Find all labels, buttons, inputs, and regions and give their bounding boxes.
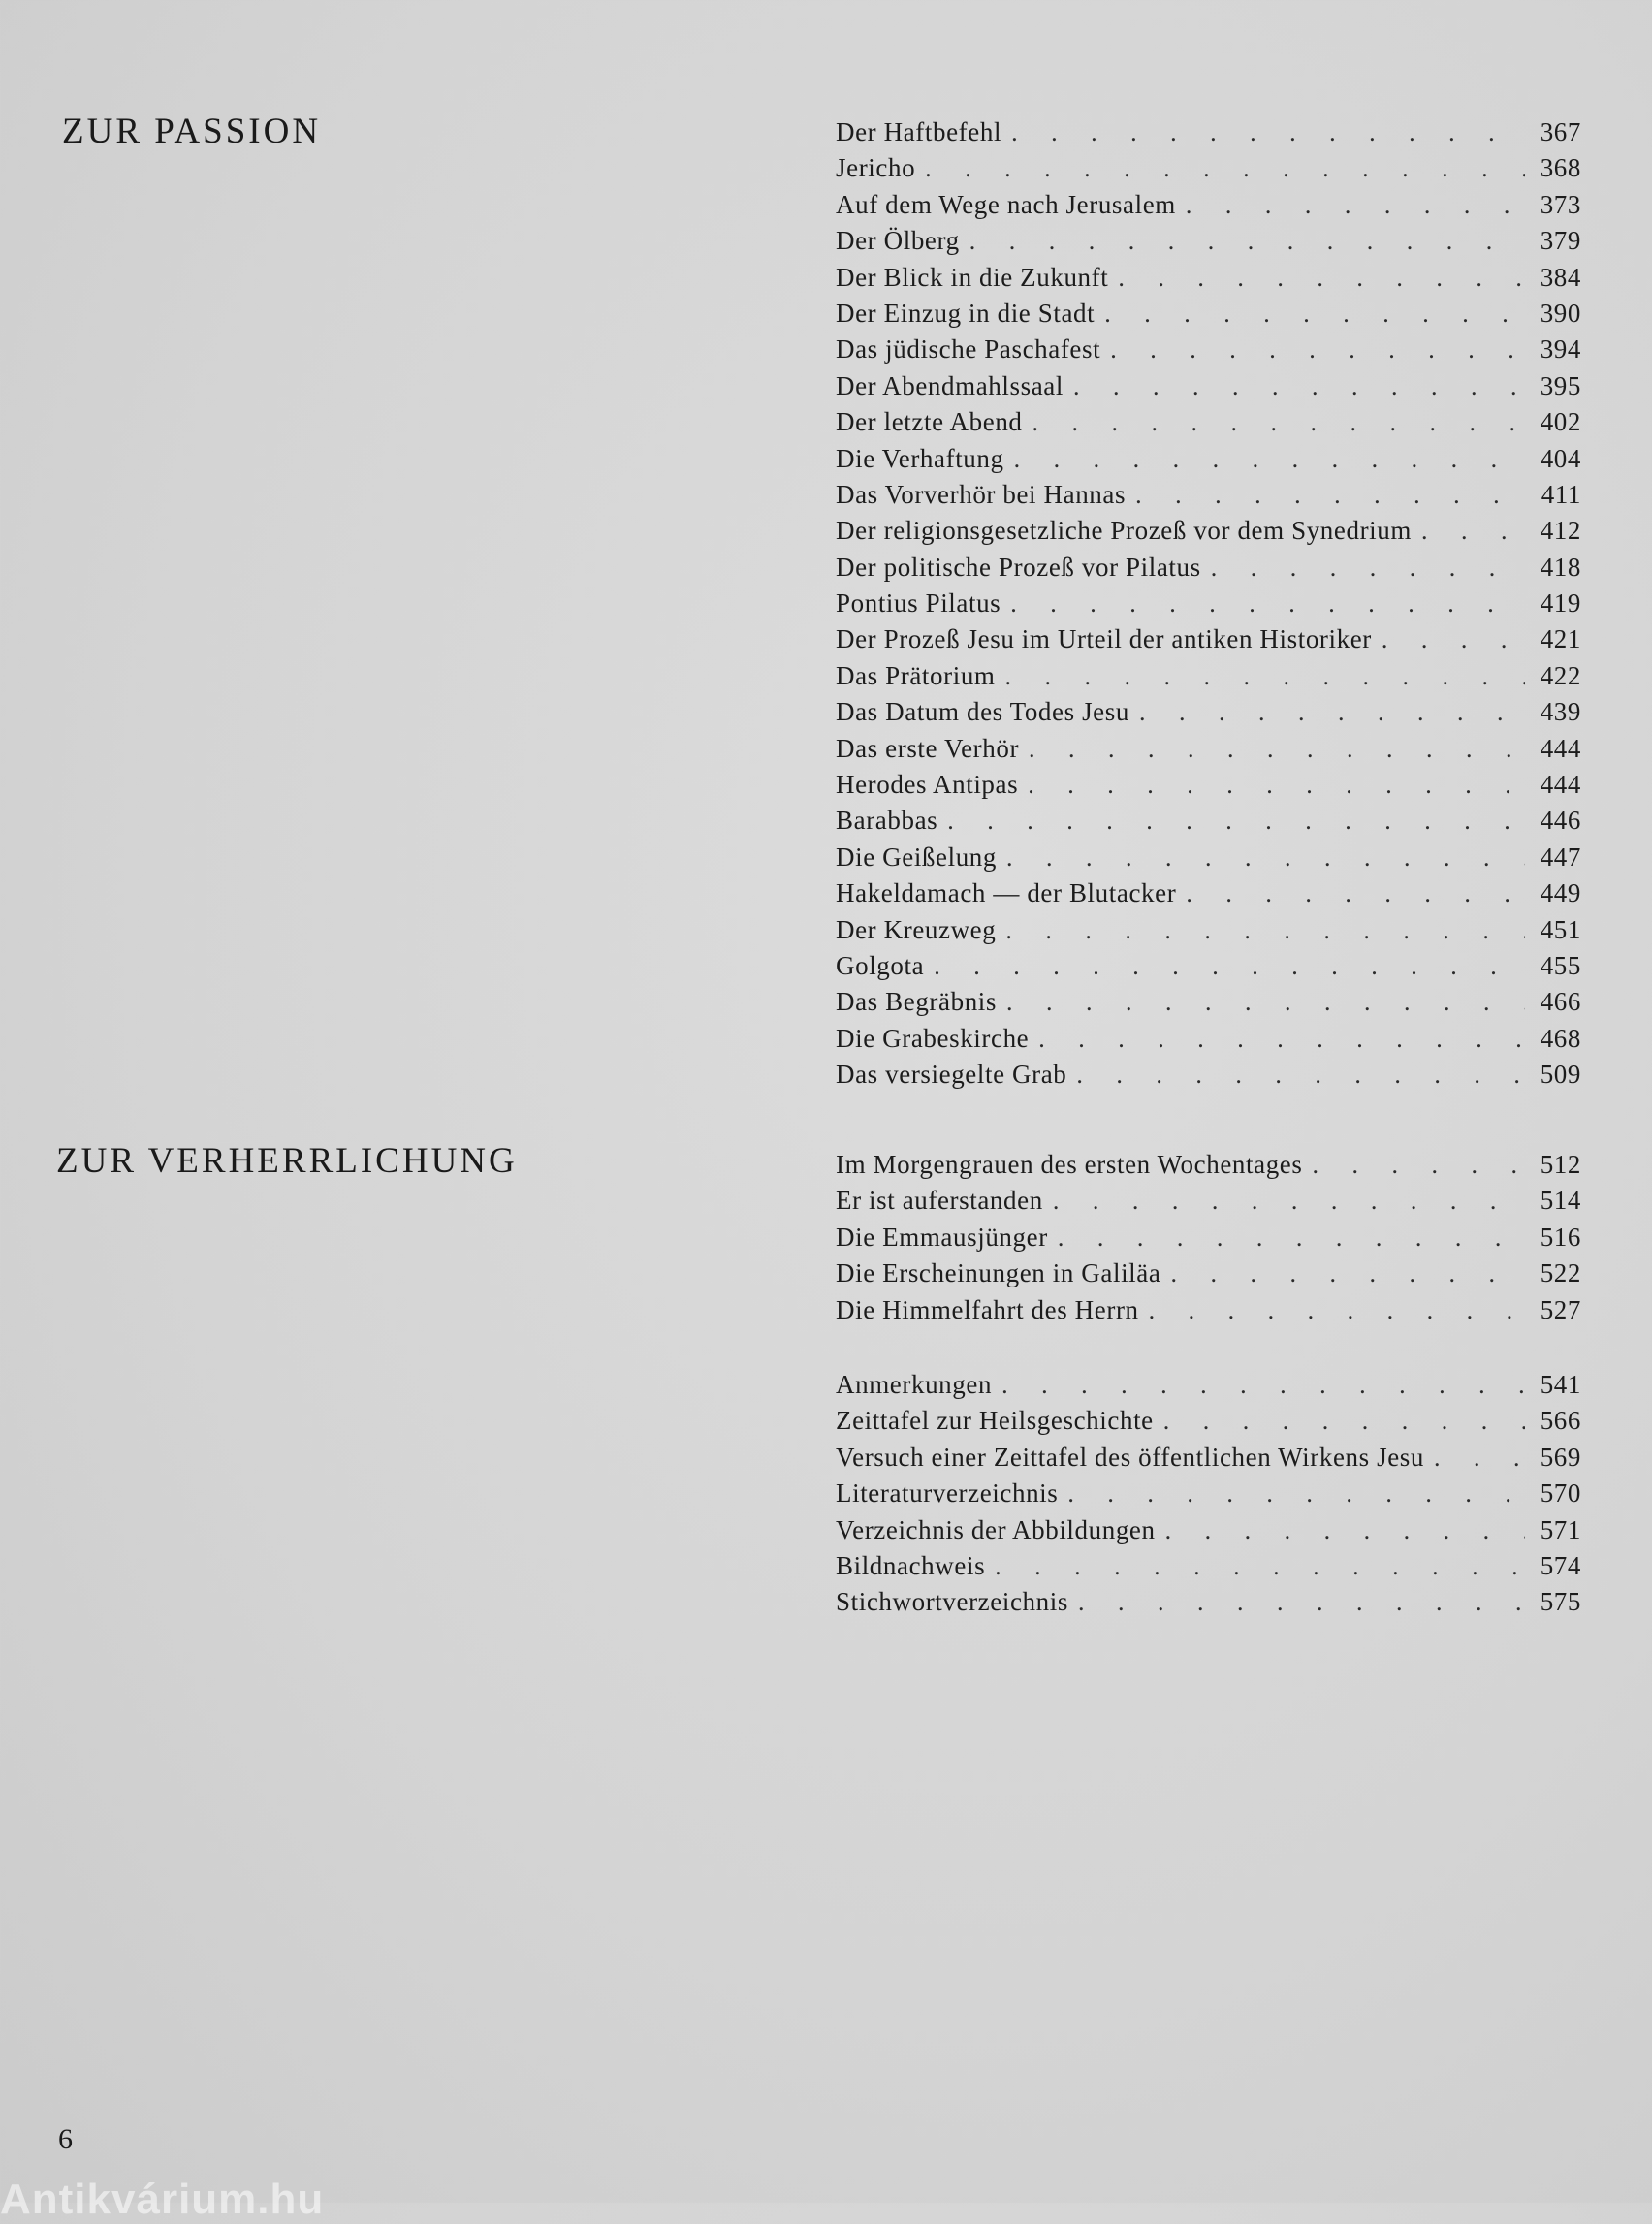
dot-leader [934,952,1525,981]
toc-entry-label: Er ist auferstanden [836,1186,1043,1216]
toc-entry [836,153,1581,189]
toc-entry-label: Herodes Antipas [836,770,1019,800]
toc-entry [836,480,1581,516]
dot-leader [1312,1151,1525,1180]
toc-entry [836,951,1581,987]
toc-entry-page-number: 527 [1540,1294,1581,1324]
toc-entry [836,842,1581,878]
toc-entry [836,1370,1581,1406]
toc-entry-page-number: 394 [1540,334,1581,365]
page-number: 6 [58,2123,73,2155]
section-title-passion: ZUR PASSION [62,111,322,151]
toc-entry-page-number: 455 [1540,950,1581,980]
toc-entry-page-number: 395 [1540,370,1581,400]
toc-entry-label: Der politische Prozeß vor Pilatus [836,552,1201,582]
toc-entry-label: Das Begräbnis [836,987,998,1017]
toc-entry-label: Auf dem Wege nach Jerusalem [836,189,1176,219]
dot-leader [1014,445,1525,474]
toc-entry-label: Im Morgengrauen des ersten Wochentages [836,1150,1303,1179]
toc-entry-page-number: 514 [1540,1186,1581,1216]
dot-leader [1110,335,1525,365]
toc-entry [836,1024,1581,1060]
toc-entry-page-number: 411 [1541,479,1581,509]
toc-entry [836,987,1581,1023]
toc-entry [836,263,1581,299]
toc-entry-label: Der Einzug in die Stadt [836,298,1096,328]
toc-entry [836,553,1581,588]
toc-entry [836,1551,1581,1587]
toc-entry-label: Das erste Verhör [836,733,1020,763]
toc-list-passion [836,117,1581,1096]
toc-entry-page-number: 446 [1540,806,1581,836]
toc-entry-label: Barabbas [836,806,938,836]
toc-entry-page-number: 404 [1540,443,1581,473]
toc-entry [836,190,1581,226]
toc-entry-label: Die Emmausjünger [836,1222,1048,1252]
toc-entry-page-number: 418 [1540,552,1581,582]
toc-entry [836,1258,1581,1294]
dot-leader [1186,879,1525,908]
dot-leader [969,227,1525,256]
toc-entry [836,1587,1581,1623]
toc-entry-page-number: 439 [1540,697,1581,727]
toc-entry-page-number: 421 [1540,624,1581,654]
toc-entry [836,915,1581,951]
toc-entry-page-number: 444 [1540,733,1581,763]
toc-entry-page-number: 379 [1540,226,1581,256]
toc-entry-label: Verzeichnis der Abbildungen [836,1514,1156,1544]
toc-entry [836,516,1581,552]
dot-leader [1038,1025,1525,1054]
toc-entry-label: Der Abendmahlssaal [836,370,1064,400]
dot-leader [1139,698,1525,727]
toc-entry-page-number: 422 [1540,660,1581,690]
dot-leader [1118,264,1525,293]
toc-entry [836,407,1581,443]
dot-leader [1149,1296,1525,1325]
toc-entry [836,806,1581,842]
toc-entry-page-number: 451 [1540,914,1581,944]
toc-entry [836,588,1581,624]
toc-entry-label: Bildnachweis [836,1550,986,1580]
toc-entry-page-number: 516 [1540,1222,1581,1252]
toc-entry-page-number: 412 [1540,516,1581,546]
dot-leader [1073,372,1525,401]
toc-entry-label: Hakeldamach — der Blutacker [836,878,1177,908]
toc-entry [836,1443,1581,1478]
toc-entry [836,878,1581,914]
dot-leader [1001,1371,1525,1400]
toc-entry [836,226,1581,262]
toc-entry-label: Pontius Pilatus [836,588,1001,619]
toc-entry-label: Zeittafel zur Heilsgeschichte [836,1406,1154,1436]
toc-entry [836,1060,1581,1096]
toc-entry-label: Jericho [836,153,916,183]
toc-entry [836,1295,1581,1331]
toc-entry-page-number: 575 [1540,1587,1581,1617]
toc-entry-label: Das Prätorium [836,660,996,690]
toc-entry-page-number: 444 [1540,770,1581,800]
watermark-logo: Antikvárium.hu [0,2176,325,2223]
toc-entry-label: Der letzte Abend [836,407,1023,437]
toc-entry-page-number: 468 [1540,1023,1581,1053]
dot-leader [947,807,1525,836]
toc-entry-page-number: 373 [1540,189,1581,219]
toc-entry [836,1186,1581,1222]
dot-leader [1011,118,1525,147]
toc-entry [836,371,1581,407]
dot-leader [1076,1061,1525,1090]
dot-leader [1382,625,1525,654]
toc-entry-label: Die Erscheinungen in Galiläa [836,1258,1161,1288]
dot-leader [1006,843,1525,873]
toc-entry-page-number: 570 [1540,1478,1581,1509]
toc-entry-label: Das Vorverhör bei Hannas [836,479,1127,509]
toc-list-verherrlichung [836,1150,1581,1331]
dot-leader [1005,916,1525,945]
toc-entry [836,117,1581,153]
toc-entry-label: Der Blick in die Zukunft [836,262,1109,292]
dot-leader [1170,1259,1525,1288]
toc-entry-label: Das jüdische Paschafest [836,334,1101,365]
toc-entry-label: Das versiegelte Grab [836,1060,1067,1090]
dot-leader [995,1552,1525,1581]
toc-entry [836,1406,1581,1442]
dot-leader [1067,1479,1525,1509]
dot-leader [1163,1407,1525,1436]
toc-entry [836,1478,1581,1514]
toc-entry-label: Golgota [836,950,925,980]
toc-entry-label: Der Ölberg [836,226,960,256]
toc-entry [836,299,1581,334]
toc-entry [836,697,1581,733]
dot-leader [925,154,1525,183]
dot-leader [1028,771,1525,800]
dot-leader [1006,988,1525,1017]
toc-entry-page-number: 390 [1540,298,1581,328]
toc-entry-label: Anmerkungen [836,1370,993,1399]
toc-entry-label: Der religionsgesetzliche Prozeß vor dem Synedrium [836,516,1412,546]
toc-entry [836,334,1581,370]
dot-leader [1135,481,1525,510]
toc-entry-page-number: 574 [1540,1550,1581,1580]
toc-entry-page-number: 466 [1540,987,1581,1017]
toc-entry [836,1150,1581,1186]
toc-entry-label: Versuch einer Zeittafel des öffentlichen Wirkens Jesu [836,1442,1425,1472]
toc-entry [836,1515,1581,1551]
toc-entry-page-number: 402 [1540,407,1581,437]
toc-entry-label: Die Grabeskirche [836,1023,1030,1053]
toc-entry-page-number: 541 [1540,1370,1581,1399]
toc-entry-label: Der Kreuzweg [836,914,997,944]
dot-leader [1029,735,1525,764]
toc-entry-page-number: 447 [1540,842,1581,872]
toc-list-appendix [836,1370,1581,1624]
toc-entry-page-number: 566 [1540,1406,1581,1436]
toc-entry-page-number: 569 [1540,1442,1581,1472]
toc-entry-page-number: 419 [1540,588,1581,619]
dot-leader [1186,191,1525,220]
toc-entry-page-number: 368 [1540,153,1581,183]
toc-entry-label: Der Prozeß Jesu im Urteil der antiken Historiker [836,624,1372,654]
dot-leader [1104,300,1525,329]
toc-entry [836,661,1581,697]
toc-entry [836,444,1581,480]
toc-entry-label: Die Verhaftung [836,443,1004,473]
toc-entry [836,770,1581,806]
toc-entry-page-number: 571 [1540,1514,1581,1544]
toc-entry [836,624,1581,660]
toc-entry-label: Der Haftbefehl [836,117,1002,146]
dot-leader [1032,408,1525,437]
toc-entry-label: Literaturverzeichnis [836,1478,1059,1509]
toc-entry-page-number: 512 [1540,1150,1581,1179]
dot-leader [1058,1223,1525,1253]
toc-entry-page-number: 384 [1540,262,1581,292]
dot-leader [1010,589,1525,619]
toc-entry-label: Das Datum des Todes Jesu [836,697,1129,727]
dot-leader [1078,1588,1525,1617]
toc-entry-page-number: 449 [1540,878,1581,908]
dot-leader [1053,1187,1525,1216]
toc-entry [836,734,1581,770]
dot-leader [1211,554,1525,583]
section-title-verherrlichung: ZUR VERHERRLICHUNG [56,1141,518,1181]
toc-entry [836,1223,1581,1258]
dot-leader [1005,662,1525,691]
toc-entry-page-number: 367 [1540,117,1581,146]
dot-leader [1434,1444,1525,1473]
dot-leader [1165,1516,1525,1545]
dot-leader [1421,517,1525,546]
toc-entry-label: Die Himmelfahrt des Herrn [836,1294,1139,1324]
toc-entry-label: Stichwortverzeichnis [836,1587,1068,1617]
toc-entry-page-number: 522 [1540,1258,1581,1288]
toc-entry-label: Die Geißelung [836,842,998,872]
toc-entry-page-number: 509 [1540,1060,1581,1090]
